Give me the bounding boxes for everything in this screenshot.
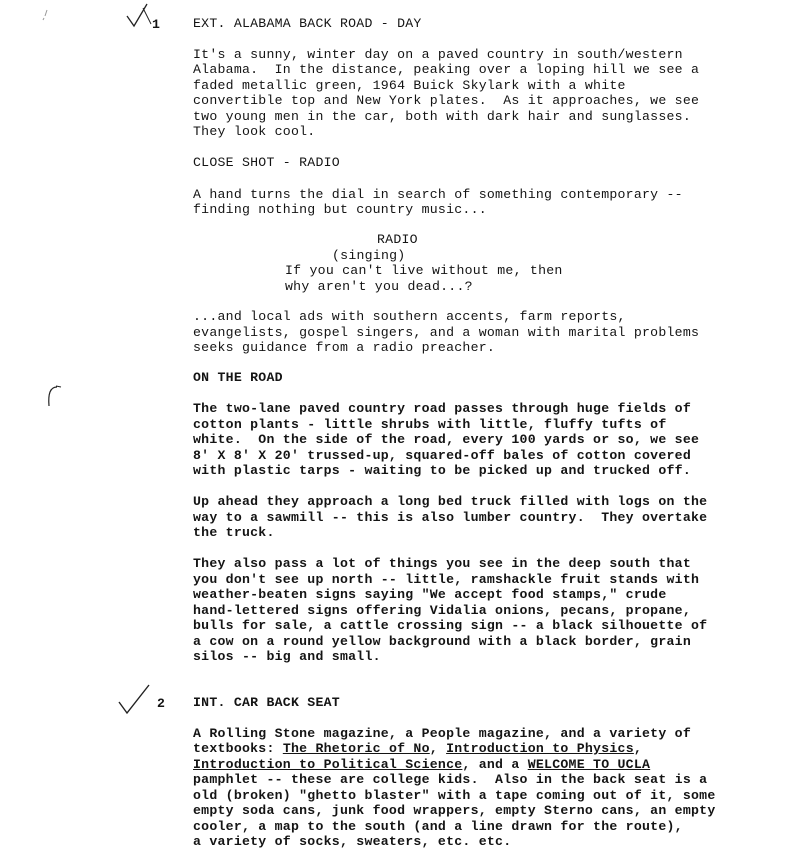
action-line: faded metallic green, 1964 Buick Skylark with a white: [193, 78, 626, 93]
action-line: weather-beaten signs saying "We accept food stamps," crude: [193, 587, 667, 602]
action-line: with plastic tarps - waiting to be picked up and trucked off.: [193, 463, 691, 478]
book-title: Introduction to Political Science: [193, 757, 463, 772]
action-line: pamphlet -- these are college kids. Also in the back seat is a: [193, 772, 708, 787]
scene-heading: INT. CAR BACK SEAT: [193, 695, 340, 710]
dialogue-line: If you can't live without me, then: [285, 263, 563, 278]
stray-mark-icon: [40, 8, 50, 22]
action-line: A Rolling Stone magazine, a People magazine, and a variety of: [193, 726, 691, 741]
character-name: RADIO: [377, 232, 418, 247]
text-run: ,: [633, 741, 643, 756]
action-line: They look cool.: [193, 124, 316, 139]
book-title: Introduction to Physics: [446, 741, 634, 756]
action-line: [193, 741, 642, 756]
text-run: textbooks:: [193, 741, 283, 756]
shot-heading: CLOSE SHOT - RADIO: [193, 155, 340, 170]
action-line: two young men in the car, both with dark hair and sunglasses.: [193, 109, 691, 124]
action-line: empty soda cans, junk food wrappers, empty Sterno cans, an empty: [193, 803, 716, 818]
scene-heading: EXT. ALABAMA BACK ROAD - DAY: [193, 16, 422, 31]
action-line: you don't see up north -- little, ramshackle fruit stands with: [193, 572, 700, 587]
action-line: bulls for sale, a cattle crossing sign -- a black silhouette of: [193, 618, 708, 633]
action-line: 8' X 8' X 20' trussed-up, squared-off bales of cotton covered: [193, 448, 691, 463]
action-line: seeks guidance from a radio preacher.: [193, 340, 496, 355]
action-line: They also pass a lot of things you see in the deep south that: [193, 556, 691, 571]
action-line: way to a sawmill -- this is also lumber country. They overtake: [193, 510, 708, 525]
checkmark-icon: [125, 2, 155, 32]
action-line: It's a sunny, winter day on a paved country in south/western: [193, 47, 683, 62]
action-line: old (broken) "ghetto blaster" with a tape coming out of it, some: [193, 788, 716, 803]
action-line: cooler, a map to the south (and a line drawn for the route),: [193, 819, 683, 834]
action-line: hand-lettered signs offering Vidalia onions, pecans, propane,: [193, 603, 691, 618]
checkmark-icon: [116, 682, 152, 716]
text-run: , and a: [462, 757, 528, 772]
action-line: ...and local ads with southern accents, farm reports,: [193, 309, 626, 324]
text-run: ,: [429, 741, 447, 756]
bracket-mark-icon: [42, 384, 64, 410]
parenthetical: (singing): [332, 248, 406, 263]
shot-heading: ON THE ROAD: [193, 370, 283, 385]
dialogue-line: why aren't you dead...?: [285, 279, 473, 294]
action-line: convertible top and New York plates. As it approaches, we see: [193, 93, 700, 108]
action-line: The two-lane paved country road passes through huge fields of: [193, 401, 691, 416]
scene-number: 2: [157, 696, 165, 711]
scene-number: 1: [152, 17, 160, 32]
action-line: the truck.: [193, 525, 275, 540]
action-line: a cow on a round yellow background with a black border, grain: [193, 634, 691, 649]
action-line: finding nothing but country music...: [193, 202, 487, 217]
action-line: A hand turns the dial in search of something contemporary --: [193, 187, 683, 202]
action-line: Up ahead they approach a long bed truck filled with logs on the: [193, 494, 708, 509]
action-line: Alabama. In the distance, peaking over a loping hill we see a: [193, 62, 700, 77]
action-line: cotton plants - little shrubs with little, fluffy tufts of: [193, 417, 667, 432]
action-line: a variety of socks, sweaters, etc. etc.: [193, 834, 512, 849]
action-line: silos -- big and small.: [193, 649, 381, 664]
pamphlet-title: WELCOME TO UCLA: [527, 757, 651, 772]
action-line: white. On the side of the road, every 100 yards or so, we see: [193, 432, 700, 447]
book-title: The Rhetoric of No: [282, 741, 430, 756]
action-line: [193, 757, 650, 772]
action-line: evangelists, gospel singers, and a woman with marital problems: [193, 325, 700, 340]
